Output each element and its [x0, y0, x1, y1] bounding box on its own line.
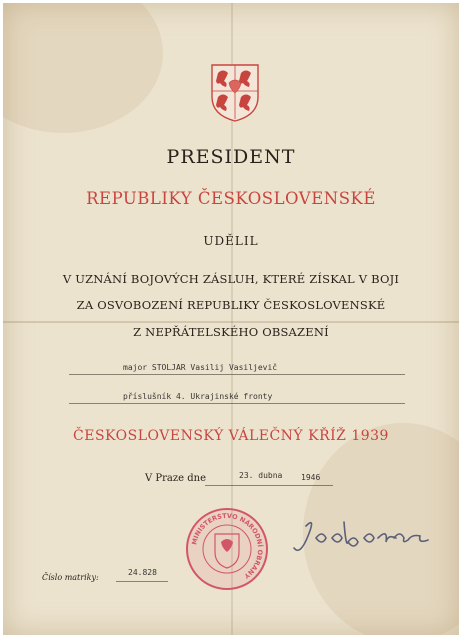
recipient-unit: příslušník 4. Ukrajinské fronty: [123, 392, 273, 401]
recipient-name: major STOLJAR Vasilij Vasiljevič: [123, 363, 278, 372]
matrix-number: 24.828: [128, 568, 157, 577]
title-republic: REPUBLIKY ČESKOSLOVENSKÉ: [86, 189, 376, 208]
body-line-1: V UZNÁNÍ BOJOVÝCH ZÁSLUH, KTERÉ ZÍSKAL V BOJI: [62, 272, 400, 286]
year-value: 1946: [301, 473, 321, 482]
body-line-3: Z NEPŘÁTELSKÉHO OBSAZENÍ: [133, 325, 329, 339]
ministry-stamp-icon: [184, 506, 270, 592]
certificate-page: [3, 3, 459, 635]
date-value: 23. dubna: [239, 471, 283, 480]
body-line-2: ZA OSVOBOZENÍ REPUBLIKY ČESKOSLOVENSKÉ: [76, 298, 386, 312]
date-line: [205, 485, 333, 486]
award-name: ČESKOSLOVENSKÝ VÁLEČNÝ KŘÍŽ 1939: [73, 428, 389, 444]
czechoslovak-coat-of-arms-icon: [210, 63, 260, 123]
title-president: PRESIDENT: [166, 146, 296, 168]
stamp-text: MINISTERSTVO NÁRODNÍ OBRANY: [190, 511, 265, 581]
matrix-number-line: [116, 581, 168, 582]
matrix-label: Číslo matriky:: [42, 573, 99, 582]
recipient-unit-line: [69, 403, 405, 404]
recipient-name-line: [69, 374, 405, 375]
place-label: V Praze dne: [145, 473, 206, 484]
awarded-heading: UDĚLIL: [203, 234, 259, 248]
paper-stain: [3, 3, 163, 133]
signature-svoboda: [286, 508, 436, 568]
